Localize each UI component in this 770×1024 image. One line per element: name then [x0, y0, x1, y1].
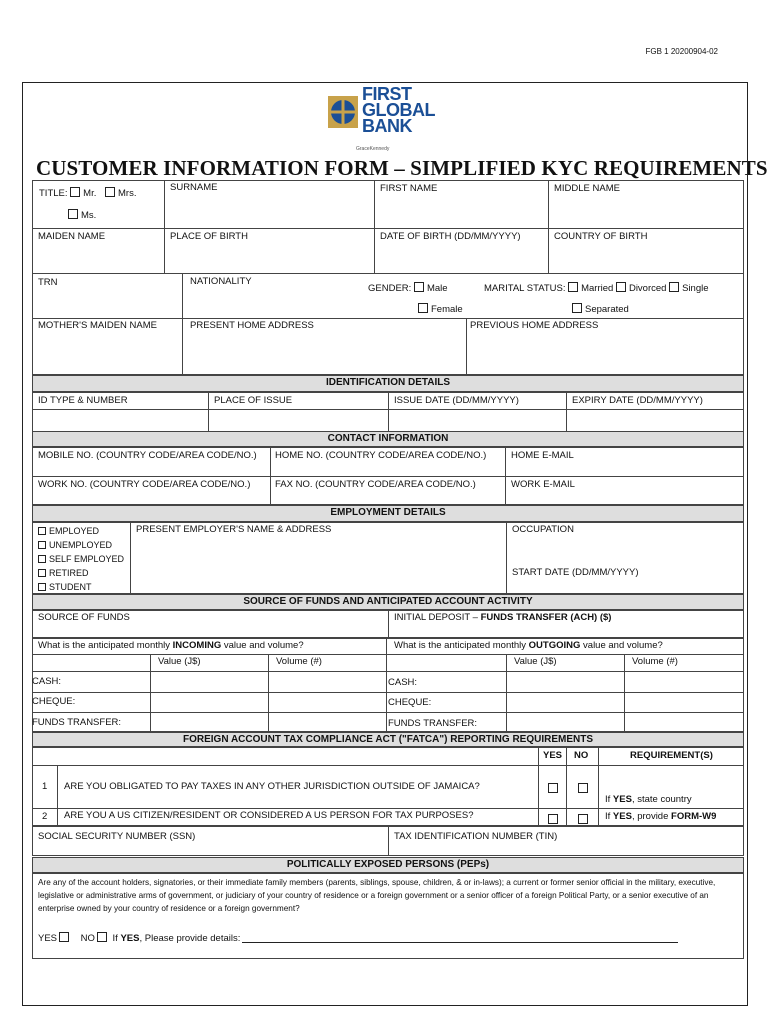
employed-option[interactable]: EMPLOYED — [38, 524, 124, 538]
logo-global: GLOBAL — [362, 100, 435, 120]
start-date-field[interactable]: START DATE (DD/MM/YYYY) — [512, 567, 639, 578]
present-address-field[interactable]: PRESENT HOME ADDRESS — [190, 320, 314, 331]
q2-no-checkbox[interactable] — [578, 814, 588, 824]
q1-text: ARE YOU OBLIGATED TO PAY TAXES IN ANY OTHER JURISDICTION OUTSIDE OF JAMAICA? — [64, 781, 480, 792]
employment-header: EMPLOYMENT DETAILS — [32, 505, 744, 522]
female-checkbox[interactable] — [418, 303, 428, 313]
female-option[interactable]: Female — [418, 303, 463, 315]
logo-bank: BANK — [362, 116, 412, 136]
incoming-volume-header: Volume (#) — [276, 656, 322, 667]
initial-deposit-field[interactable]: INITIAL DEPOSIT – FUNDS TRANSFER (ACH) ($) — [394, 612, 612, 623]
q1-number: 1 — [42, 781, 48, 792]
separated-checkbox[interactable] — [572, 303, 582, 313]
incoming-question: What is the anticipated monthly INCOMING value and volume? — [38, 640, 304, 651]
mrs-checkbox[interactable] — [105, 187, 115, 197]
married-checkbox[interactable] — [568, 282, 578, 292]
work-email-field[interactable]: WORK E-MAIL — [511, 479, 575, 490]
surname-field[interactable]: SURNAME — [170, 182, 218, 193]
home-email-field[interactable]: HOME E-MAIL — [511, 450, 574, 461]
self-employed-checkbox[interactable] — [38, 555, 46, 563]
separated-option[interactable]: Separated — [572, 303, 629, 315]
q1-requirement: If YES, state country — [605, 794, 692, 805]
q2-yes-checkbox[interactable] — [548, 814, 558, 824]
q1-yes-checkbox[interactable] — [548, 783, 558, 793]
fatca-yes-header: YES — [543, 750, 563, 761]
pep-no-checkbox[interactable] — [97, 932, 107, 942]
fatca-no-header: NO — [574, 750, 589, 761]
outgoing-cheque-label: CHEQUE: — [388, 697, 432, 708]
ssn-field[interactable]: SOCIAL SECURITY NUMBER (SSN) — [38, 831, 196, 842]
outgoing-question: What is the anticipated monthly OUTGOING value and volume? — [394, 640, 663, 651]
incoming-cash-label: CASH: — [32, 676, 62, 687]
expiry-date-field[interactable]: EXPIRY DATE (DD/MM/YYYY) — [572, 395, 703, 406]
id-type-field[interactable]: ID TYPE & NUMBER — [38, 395, 128, 406]
q2-text: ARE YOU A US CITIZEN/RESIDENT OR CONSIDERED A US PERSON FOR TAX PURPOSES? — [64, 810, 474, 821]
logo-tagline: GraceKennedy — [356, 146, 390, 152]
single-checkbox[interactable] — [669, 282, 679, 292]
gender-field[interactable]: GENDER: Male — [368, 283, 448, 294]
mothers-maiden-field[interactable]: MOTHER'S MAIDEN NAME — [38, 320, 157, 331]
male-checkbox[interactable] — [414, 282, 424, 292]
pep-details-line[interactable] — [242, 942, 678, 943]
employment-options[interactable] — [38, 524, 124, 594]
divorced-checkbox[interactable] — [616, 282, 626, 292]
incoming-value-header: Value (J$) — [158, 656, 201, 667]
unemployed-option[interactable]: UNEMPLOYED — [38, 538, 124, 552]
middle-name-field[interactable]: MIDDLE NAME — [554, 183, 620, 194]
page-title: CUSTOMER INFORMATION FORM – SIMPLIFIED KYC REQUIREMENTS — [36, 156, 768, 180]
student-option[interactable]: STUDENT — [38, 580, 124, 594]
home-no-field[interactable]: HOME NO. (COUNTRY CODE/AREA CODE/NO.) — [275, 450, 487, 461]
logo-first: FIRST — [362, 84, 412, 104]
unemployed-checkbox[interactable] — [38, 541, 46, 549]
pep-yes-checkbox[interactable] — [59, 932, 69, 942]
incoming-cheque-label: CHEQUE: — [32, 696, 76, 707]
issue-date-field[interactable]: ISSUE DATE (DD/MM/YYYY) — [394, 395, 519, 406]
tin-field[interactable]: TAX IDENTIFICATION NUMBER (TIN) — [394, 831, 558, 842]
form-code: FGB 1 20200904-02 — [645, 47, 718, 56]
pep-answer[interactable]: YES NO If YES, Please provide details: — [38, 933, 241, 944]
mobile-field[interactable]: MOBILE NO. (COUNTRY CODE/AREA CODE/NO.) — [38, 450, 257, 461]
ms-option[interactable]: Ms. — [68, 209, 96, 221]
occupation-field[interactable]: OCCUPATION — [512, 524, 574, 535]
dob-field[interactable]: DATE OF BIRTH (DD/MM/YYYY) — [380, 231, 521, 242]
funds-header: SOURCE OF FUNDS AND ANTICIPATED ACCOUNT ACTIVITY — [32, 594, 744, 610]
employed-checkbox[interactable] — [38, 527, 46, 535]
nationality-field[interactable]: NATIONALITY — [190, 276, 252, 287]
outgoing-volume-header: Volume (#) — [632, 656, 678, 667]
trn-field[interactable]: TRN — [38, 277, 58, 288]
q2-requirement: If YES, provide FORM-W9 — [605, 811, 717, 822]
retired-checkbox[interactable] — [38, 569, 46, 577]
outgoing-value-header: Value (J$) — [514, 656, 557, 667]
ms-checkbox[interactable] — [68, 209, 78, 219]
place-issue-field[interactable]: PLACE OF ISSUE — [214, 395, 293, 406]
identification-header: IDENTIFICATION DETAILS — [32, 375, 744, 392]
marital-status-field[interactable]: MARITAL STATUS: Married Divorced Single — [484, 283, 709, 294]
outgoing-transfer-label: FUNDS TRANSFER: — [388, 718, 478, 729]
incoming-transfer-label: FUNDS TRANSFER: — [32, 717, 122, 728]
employer-field[interactable]: PRESENT EMPLOYER'S NAME & ADDRESS — [136, 524, 332, 535]
q1-no-checkbox[interactable] — [578, 783, 588, 793]
mr-checkbox[interactable] — [70, 187, 80, 197]
pep-header: POLITICALLY EXPOSED PERSONS (PEPs) — [32, 857, 744, 873]
personal-section — [32, 180, 744, 375]
outgoing-cash-label: CASH: — [388, 677, 418, 688]
q2-number: 2 — [42, 811, 48, 822]
country-of-birth-field[interactable]: COUNTRY OF BIRTH — [554, 231, 648, 242]
pep-question: Are any of the account holders, signatories, or their immediate family members (parents, siblings, spouse, children, & or in-laws); a current or former senior official in the military, executive, legislative or administrative arms of government, or judiciary of your country of residence or a foreign government or a senior officer of a foreign Political Party, or a senior executive of an enterprise owned by your country of residence or a foreign government? — [38, 878, 716, 913]
title-field[interactable]: TITLE: Mr. Mrs. — [39, 188, 137, 199]
work-no-field[interactable]: WORK NO. (COUNTRY CODE/AREA CODE/NO.) — [38, 479, 251, 490]
place-of-birth-field[interactable]: PLACE OF BIRTH — [170, 231, 248, 242]
fatca-header: FOREIGN ACCOUNT TAX COMPLIANCE ACT ("FATCA") REPORTING REQUIREMENTS — [32, 732, 744, 747]
fax-no-field[interactable]: FAX NO. (COUNTRY CODE/AREA CODE/NO.) — [275, 479, 476, 490]
student-checkbox[interactable] — [38, 583, 46, 591]
self-employed-option[interactable]: SELF EMPLOYED — [38, 552, 124, 566]
contact-header: CONTACT INFORMATION — [32, 431, 744, 447]
fatca-requirements-header: REQUIREMENT(S) — [630, 750, 713, 761]
maiden-name-field[interactable]: MAIDEN NAME — [38, 231, 106, 242]
source-of-funds-field[interactable]: SOURCE OF FUNDS — [38, 612, 130, 623]
retired-option[interactable]: RETIRED — [38, 566, 124, 580]
previous-address-field[interactable]: PREVIOUS HOME ADDRESS — [470, 320, 599, 331]
first-name-field[interactable]: FIRST NAME — [380, 183, 438, 194]
